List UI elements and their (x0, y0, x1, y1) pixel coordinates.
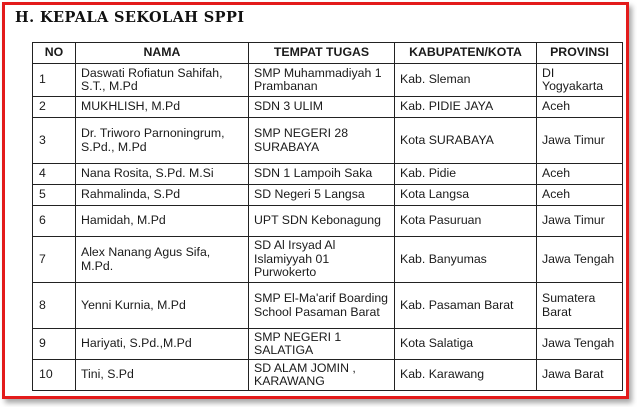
cell-no: 6 (33, 206, 76, 237)
cell-kabupaten: Kota SURABAYA (395, 118, 537, 164)
cell-no: 3 (33, 118, 76, 164)
cell-nama: Rahmalinda, S.Pd (76, 185, 249, 206)
cell-no: 10 (33, 360, 76, 391)
cell-no: 8 (33, 283, 76, 329)
cell-no: 7 (33, 237, 76, 283)
table-row (33, 237, 623, 283)
cell-kabupaten: Kab. Karawang (395, 360, 537, 391)
cell-nama: Yenni Kurnia, M.Pd (76, 283, 249, 329)
table-row (33, 97, 623, 118)
header-provinsi: PROVINSI (537, 43, 623, 64)
header-no: NO (33, 43, 76, 64)
header-tempat-tugas: TEMPAT TUGAS (249, 43, 395, 64)
header-nama: NAMA (76, 43, 249, 64)
cell-kabupaten: Kota Salatiga (395, 329, 537, 360)
cell-kabupaten: Kota Pasuruan (395, 206, 537, 237)
cell-no: 2 (33, 97, 76, 118)
table-row (33, 329, 623, 360)
cell-tempat-tugas: SD Al Irsyad Al Islamiyyah 01 Purwokerto (249, 237, 395, 283)
cell-kabupaten: Kab. Sleman (395, 64, 537, 97)
cell-nama: Alex Nanang Agus Sifa, M.Pd. (76, 237, 249, 283)
cell-kabupaten: Kab. Pidie (395, 164, 537, 185)
table-row (33, 64, 623, 97)
table-row (33, 360, 623, 391)
cell-kabupaten: Kab. PIDIE JAYA (395, 97, 537, 118)
cell-provinsi: Sumatera Barat (537, 283, 623, 329)
cell-tempat-tugas: SDN 3 ULIM (249, 97, 395, 118)
section-title: H. KEPALA SEKOLAH SPPI (15, 9, 245, 26)
cell-no: 1 (33, 64, 76, 97)
cell-no: 9 (33, 329, 76, 360)
cell-nama: Hariyati, S.Pd.,M.Pd (76, 329, 249, 360)
cell-provinsi: DI Yogyakarta (537, 64, 623, 97)
cell-provinsi: Jawa Tengah (537, 329, 623, 360)
cell-nama: Tini, S.Pd (76, 360, 249, 391)
cell-provinsi: Jawa Timur (537, 206, 623, 237)
cell-tempat-tugas: SMP NEGERI 28 SURABAYA (249, 118, 395, 164)
table-row (33, 185, 623, 206)
cell-nama: MUKHLISH, M.Pd (76, 97, 249, 118)
cell-nama: Dr. Triworo Parnoningrum, S.Pd., M.Pd (76, 118, 249, 164)
cell-tempat-tugas: SMP NEGERI 1 SALATIGA (249, 329, 395, 360)
cell-no: 4 (33, 164, 76, 185)
table-row (33, 283, 623, 329)
table-row (33, 206, 623, 237)
cell-tempat-tugas: SMP Muhammadiyah 1 Prambanan (249, 64, 395, 97)
cell-kabupaten: Kab. Banyumas (395, 237, 537, 283)
cell-provinsi: Aceh (537, 164, 623, 185)
cell-provinsi: Jawa Timur (537, 118, 623, 164)
cell-nama: Nana Rosita, S.Pd. M.Si (76, 164, 249, 185)
kepala-sekolah-table (32, 42, 623, 391)
document-frame (2, 2, 629, 399)
cell-nama: Hamidah, M.Pd (76, 206, 249, 237)
cell-tempat-tugas: SDN 1 Lampoih Saka (249, 164, 395, 185)
cell-provinsi: Aceh (537, 97, 623, 118)
cell-tempat-tugas: SD ALAM JOMIN , KARAWANG (249, 360, 395, 391)
table-row (33, 164, 623, 185)
header-kabupaten-kota: KABUPATEN/KOTA (395, 43, 537, 64)
table-row (33, 118, 623, 164)
cell-tempat-tugas: SMP El-Ma'arif Boarding School Pasaman Barat (249, 283, 395, 329)
cell-kabupaten: Kab. Pasaman Barat (395, 283, 537, 329)
cell-nama: Daswati Rofiatun Sahifah, S.T., M.Pd (76, 64, 249, 97)
cell-kabupaten: Kota Langsa (395, 185, 537, 206)
cell-provinsi: Aceh (537, 185, 623, 206)
cell-tempat-tugas: UPT SDN Kebonagung (249, 206, 395, 237)
cell-provinsi: Jawa Barat (537, 360, 623, 391)
table-header-row (33, 43, 623, 64)
cell-tempat-tugas: SD Negeri 5 Langsa (249, 185, 395, 206)
cell-no: 5 (33, 185, 76, 206)
cell-provinsi: Jawa Tengah (537, 237, 623, 283)
